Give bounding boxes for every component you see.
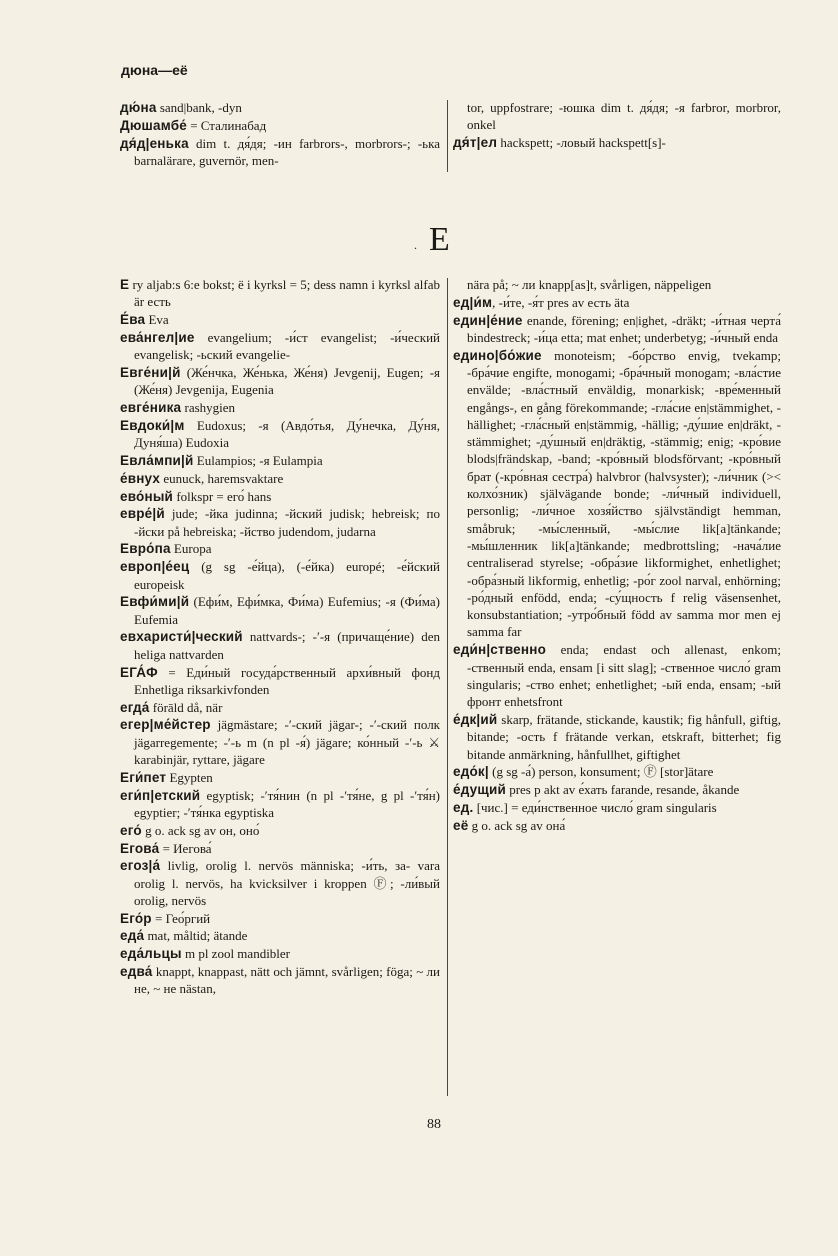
entry-headword: един|е́ние <box>453 312 523 328</box>
entry-headword: едо́к| <box>453 764 489 780</box>
dictionary-entry <box>453 99 781 134</box>
dictionary-entry <box>453 347 781 641</box>
dictionary-entry <box>453 276 781 293</box>
entry-headword: Евдоки́|м <box>120 417 185 433</box>
dictionary-entry <box>120 699 440 716</box>
dictionary-entry <box>120 540 440 557</box>
entry-definition: jägmästare; -ʹ-ский jägar-; -ʹ-ский полк jägarregemente; -ʹ-ь m (n pl -я́) jägare; ко́нный -ʹ-ь ⚔ karabinjär, ryttare, jägare <box>134 717 440 768</box>
entry-definition: knappt, knappast, nätt och jämnt, svårligen; föga; ~ ли не, ~ не nästan, <box>134 964 440 997</box>
entry-definition: hackspett; -ловый hackspett[s]- <box>497 135 666 151</box>
dictionary-entry <box>120 417 440 452</box>
entry-headword: дя́д|енька <box>120 135 189 151</box>
entry-headword: Еги́пет <box>120 769 167 785</box>
entry-headword: егер|ме́йстер <box>120 717 211 733</box>
entry-definition: sand|bank, -dyn <box>156 100 242 115</box>
entry-definition: = Иегова́ <box>159 840 212 856</box>
entry-headword: европ|е́ец <box>120 559 190 575</box>
dictionary-entry <box>120 276 440 311</box>
entry-definition: skarp, frätande, stickande, kaustik; fig hånfull, giftig, bitande; -ость f frätande verkan, etskraft, bitterhet; fig bitande anmärkning, hånfullhet, giftighet <box>467 711 781 762</box>
dictionary-entry <box>120 716 440 768</box>
dictionary-entry <box>120 99 440 116</box>
entry-definition: , -и́те, -я́т pres av есть äta <box>492 294 630 310</box>
dictionary-entry <box>120 963 440 998</box>
entry-headword: еди́н|ственно <box>453 642 547 658</box>
entry-definition: jude; -йка judinna; -йский judisk; hebreisk; по -йски på hebreiska; -йство judendom, judarna <box>134 506 440 539</box>
dictionary-entry <box>120 593 440 628</box>
entry-headword: евге́ника <box>120 400 182 416</box>
entry-definition: Europa <box>170 541 212 557</box>
dictionary-entry <box>120 135 440 170</box>
entry-headword: евре́|й <box>120 506 165 522</box>
entry-headword: егда́ <box>120 699 150 715</box>
dictionary-entry <box>120 364 440 399</box>
entry-definition: = Гео́ргий <box>151 910 211 926</box>
dictionary-entry <box>120 927 440 944</box>
dictionary-entry <box>120 945 440 962</box>
entry-headword: дя́т|ел <box>453 135 498 151</box>
dictionary-entry <box>120 505 440 540</box>
dictionary-entry <box>120 822 440 839</box>
dictionary-entry <box>120 558 440 593</box>
entry-definition: livlig, orolig l. nervös människa; -и́ть, за- vara orolig l. nervös, ha kvicksilver i kroppen Ⓕ; -ли́вый orolig, nervös <box>134 858 440 908</box>
dictionary-entry <box>453 312 781 347</box>
entry-definition: ry aljab:s 6:e bokst; ё i kyrksl = 5; dess namn i kyrksl alfab är есть <box>129 277 440 310</box>
dictionary-entry <box>453 781 781 798</box>
entry-headword: Егова́ <box>120 840 160 856</box>
entry-headword: Евфи́ми|й <box>120 594 190 610</box>
entry-definition: nattvards-; -ʹ-я (причаще́ние) den heliga nattvarden <box>134 629 440 662</box>
entry-headword: Е <box>120 277 130 292</box>
entry-definition: tor, uppfostrare; -юшка dim t. дя́дя; -я farbror, morbror, onkel <box>467 100 781 133</box>
entry-definition: Eulampios; -я Eulampia <box>193 452 323 468</box>
dictionary-entry <box>453 799 781 816</box>
dictionary-entry <box>120 787 440 822</box>
entry-definition: folkspr = его́ hans <box>173 488 272 504</box>
entry-headword: ЕГА́Ф <box>120 664 158 680</box>
entry-definition: evangelium; -и́ст evangelist; -и́ческий evangelisk; -ьский evangelie- <box>134 329 440 363</box>
entry-headword: его́ <box>120 822 142 838</box>
entry-headword: ед|и́м <box>453 294 493 310</box>
dictionary-entry <box>120 628 440 663</box>
entry-headword: е́дущий <box>453 782 506 798</box>
entry-definition: nära på; ~ ли knapp[as]t, svårligen, näppeligen <box>467 277 712 292</box>
entry-headword: её <box>453 817 469 833</box>
entry-headword: егоз|а́ <box>120 858 161 874</box>
entry-headword: Дюшамбе́ <box>120 117 187 133</box>
dictionary-entry <box>120 399 440 416</box>
entry-headword: Евла́мпи|й <box>120 452 194 468</box>
dictionary-entry <box>453 641 781 710</box>
dictionary-entry <box>120 910 440 927</box>
entry-definition: [чис.] = еди́нственное число́ gram singularis <box>473 799 717 815</box>
entry-definition: (Же́нчка, Же́нька, Же́ня) Jevgenij, Eugen; -я (Же́ня) Jevgenija, Eugenia <box>134 364 440 398</box>
entry-headword: едино|бо́жие <box>453 347 542 363</box>
dictionary-entry <box>120 488 440 505</box>
page-number: 88 <box>427 1117 441 1132</box>
dictionary-entry <box>453 134 781 151</box>
dictionary-entry <box>453 711 781 763</box>
top-left-column <box>120 99 440 170</box>
entry-definition: (g sg -е́йца), (-е́йка) europé; -е́йский europeisk <box>134 559 440 592</box>
entry-definition: (Ефи́м, Ефи́мка, Фи́ма) Eufemius; -я (Фи́ма) Eufemia <box>134 594 440 627</box>
main-left-column <box>120 276 440 998</box>
entry-definition: enda; endast och allenast, enkom; -ственный enda, ensam [i sitt slag]; -ственное число́ gram singularis; -ство enhet; enhetlighet; -ый enda, ensam; -ый фронт enhetsfront <box>467 642 781 710</box>
entry-definition: egyptisk; -ʹтя́нин (n pl -ʹтя́не, g pl -ʹтя́н) egyptier; -ʹтя́нка egyptiska <box>134 787 440 820</box>
column-divider <box>447 278 448 1096</box>
entry-definition: monoteism; -бо́рство envig, tvekamp; -бра́чие engifte, monogami; -бра́чный monogam; -вла́стие envälde; -вла́стный enväldig, monarkisk; -вре́менный engångs-, en gång förekommande; -гла́сие en|stämmighet, -hällighet; -гла́сный en|stämmig, -hällig; -ду́шие en|dräkt, -stämmighet; -ду́шный en|dräktig, -stämmig; enig; -кро́вие blods|frändskap, -band; -кро́вный blodsförvant; -кро́вный брат (-кро́вная сестра́) halvbror (halvsyster); -ли́чник (>< колхо́зник) självägande bonde; -ли́чный individuell, personlig; -ли́чное хозя́йство självständigt hemman, småbruk; -мы́сленный, -мы́слие lik[a]tänkande; -мы́шленник lik[a]tänkande; medbrottsling; -нача́лие centraliserad styrelse; -обра́зие likformighet, enhetlighet; -обра́зный likformig, enhetlig; -ро́г zool narval, enhörning; -ро́дный enfödd, enda; -су́щность f relig väsensenhet, konsubstantiation; -утро́бный född av samma mor men ej samma far <box>467 347 781 640</box>
entry-definition: förāld då, när <box>149 699 223 715</box>
entry-definition: Eva <box>145 312 169 328</box>
entry-definition: mat, måltid; ätande <box>144 928 248 944</box>
dictionary-entry <box>120 857 440 909</box>
entry-definition: pres p akt av е́хать farande, resande, åkande <box>505 782 740 798</box>
entry-headword: Евге́ни|й <box>120 364 181 380</box>
dictionary-entry <box>453 763 781 780</box>
dictionary-entry <box>120 117 440 134</box>
dictionary-entry <box>120 840 440 857</box>
entry-headword: е́внух <box>120 470 161 486</box>
entry-headword: еда́льцы <box>120 946 182 962</box>
entry-headword: ева́нгел|ие <box>120 329 195 345</box>
entry-definition: eunuck, haremsvaktare <box>160 470 284 486</box>
entry-headword: е́дк|ий <box>453 711 498 727</box>
entry-headword: еда́ <box>120 928 145 944</box>
entry-headword: ево́ный <box>120 488 174 504</box>
entry-definition: = Сталинабад <box>186 117 267 133</box>
entry-definition: dim t. дя́дя; -ин farbrors-, morbrors-; -ька barnalärare, guvernör, men- <box>134 135 440 168</box>
entry-definition: g o. ack sg av она́ <box>468 817 566 833</box>
entry-definition: rashygien <box>181 400 236 416</box>
entry-headword: Е́ва <box>120 312 146 328</box>
entry-headword: дю́на <box>120 100 157 115</box>
dictionary-entry <box>120 311 440 328</box>
entry-headword: Его́р <box>120 910 152 926</box>
dictionary-entry <box>120 470 440 487</box>
entry-definition: m pl zool mandibler <box>181 946 291 962</box>
entry-definition: enande, förening; en|ighet, -dräkt; -и́тная черта́ bindestreck; -и́ца etta; mat enhet; underbetyg; -и́чный enda <box>467 312 781 345</box>
top-right-column <box>453 99 781 152</box>
section-letter: E <box>429 221 450 258</box>
entry-headword: еги́п|етский <box>120 787 201 803</box>
entry-headword: едва́ <box>120 964 153 980</box>
column-divider <box>447 100 448 172</box>
running-head: дюна—её <box>121 62 188 78</box>
entry-headword: Евро́па <box>120 541 171 557</box>
dictionary-entry <box>120 769 440 786</box>
entry-definition: = Еди́ный госуда́рственный архи́вный фонд Enhetliga riksarkivfonden <box>134 664 440 697</box>
dictionary-entry <box>453 294 781 311</box>
entry-definition: Eudoxus; -я (Авдо́тья, Ду́нечка, Ду́ня, Дуня́ша) Eudoxia <box>134 417 440 451</box>
dictionary-entry <box>120 664 440 699</box>
dictionary-entry <box>453 817 781 834</box>
entry-headword: ед. <box>453 799 474 815</box>
entry-headword: евхаристи́|ческий <box>120 629 243 645</box>
entry-definition: Egypten <box>166 769 213 785</box>
entry-definition: g o. ack sg av он, оно́ <box>141 822 260 838</box>
dictionary-entry <box>120 452 440 469</box>
entry-definition: (g sg -а́) person, konsument; Ⓕ [stor]ätare <box>488 764 714 780</box>
main-right-column <box>453 276 781 835</box>
dictionary-entry <box>120 329 440 364</box>
section-dot: . <box>414 238 417 252</box>
